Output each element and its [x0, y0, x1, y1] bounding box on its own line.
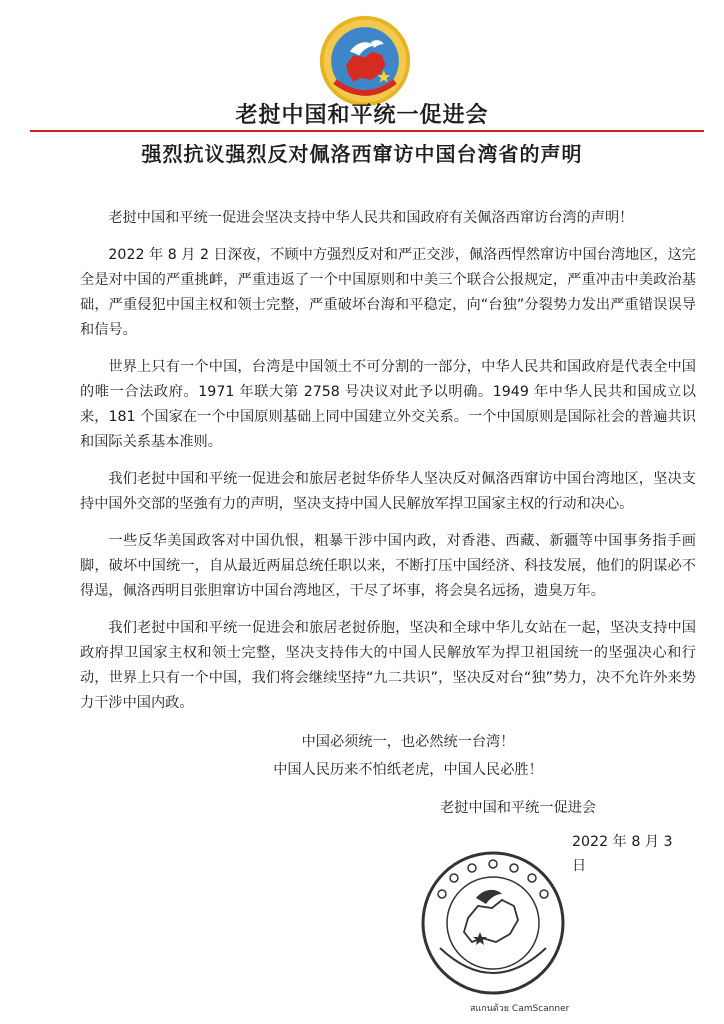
- statement-body: [80, 206, 696, 784]
- slogan: 中国必须统一，也必然统一台湾！: [301, 734, 515, 750]
- organization-logo: [318, 14, 412, 108]
- paragraph: 2022 年 8 月 2 日深夜，不顾中方强烈反对和严正交涉，佩洛西悍然窜访中国台湾地区，这完全是对中国的严重挑衅，严重违返了一个中国原则和中美三个联合公报规定，严重冲击中美政治基础，严重侵犯中国主权和领士完整，严重破坏台海和平稳定，向“台独”分裂势力发出严重错误误导和信号。: [80, 247, 696, 338]
- paragraph: 一些反华美国政客对中国仇恨，粗暴干涉中国内政，对香港、西藏、新疆等中国事务指手画脚，破坏中国统一，自从最近两届总统任职以来，不断打压中国经济、科技发展，他们的阴谋必不得逞，佩洛西明目张胆窜访中国台湾地区，干尽了坏事，将会臭名远扬，遗臭万年。: [80, 533, 696, 599]
- signature-date: 2022 年 8 月 3 日: [572, 834, 673, 874]
- organization-title: 老挝中国和平统一促进会: [235, 103, 489, 128]
- paragraph: 我们老挝中国和平统一促进会和旅居老挝侨胞，坚决和全球中华儿女站在一起，坚决支持中国政府捍卫国家主权和领士完整，坚决支持伟大的中国人民解放军为捍卫祖国统一的坚强决心和行动，世界上只有一个中国，我们将会继续坚持“九二共识”，坚决反对台“独”势力，决不允许外来势力干涉中国内政。: [80, 620, 696, 711]
- paragraph: 世界上只有一个中国，台湾是中国领土不可分割的一部分，中华人民共和国政府是代表全中国的唯一合法政府。1971 年联大第 2758 号决议对此予以明确。1949 年中华人民共和国成立以来，181 个国家在一个中国原则基础上同中国建立外交关系。一个中国原则是国际社会的普遍共识和国际关系基本准则。: [80, 359, 696, 450]
- statement-title: 强烈抗议强烈反对佩洛西窜访中国台湾省的声明: [141, 142, 583, 166]
- signature-org: 老挝中国和平统一促进会: [440, 800, 597, 816]
- official-seal: [418, 848, 568, 998]
- slogan: 中国人民历来不怕纸老虎，中国人民必胜！: [273, 762, 543, 778]
- title-divider: [30, 130, 704, 132]
- paragraph: 老挝中国和平统一促进会坚决支持中华人民共和国政府有关佩洛西窜访台湾的声明！: [108, 210, 634, 226]
- scanner-watermark: สแกนด้วย CamScanner: [470, 1004, 570, 1014]
- paragraph: 我们老挝中国和平统一促进会和旅居老挝华侨华人坚决反对佩洛西窜访中国台湾地区，坚决支持中国外交部的坚強有力的声明，坚决支持中国人民解放军捍卫国家主权的行动和决心。: [80, 471, 696, 512]
